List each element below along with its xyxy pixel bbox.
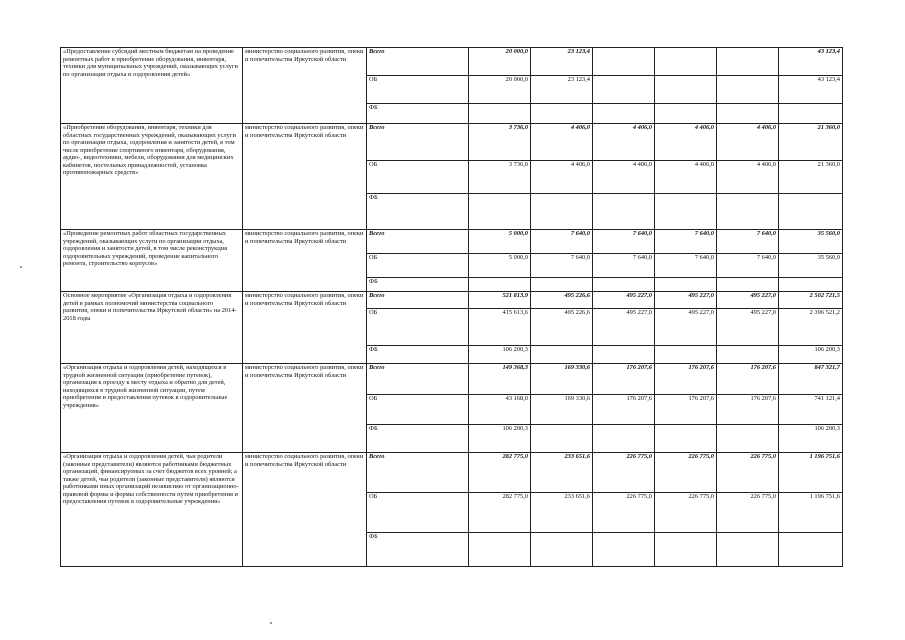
year-value-cell: 226 775,0 bbox=[717, 453, 779, 493]
year-value-cell bbox=[717, 346, 779, 364]
year-value-cell: 495 227,0 bbox=[717, 292, 779, 309]
total-value-cell bbox=[779, 194, 843, 230]
year-value-cell: 226 775,0 bbox=[593, 453, 655, 493]
year-value-cell: 3 736,0 bbox=[469, 161, 531, 194]
year-value-cell bbox=[717, 533, 779, 567]
year-value-cell bbox=[593, 194, 655, 230]
total-value-cell: 741 121,4 bbox=[779, 395, 843, 425]
year-value-cell: 521 813,9 bbox=[469, 292, 531, 309]
total-value-cell: 21 360,0 bbox=[779, 124, 843, 161]
budget-table bbox=[60, 47, 843, 567]
year-value-cell: 7 640,0 bbox=[717, 230, 779, 254]
total-value-cell: 1 196 751,6 bbox=[779, 493, 843, 533]
activity-name: «Организация отдыха и оздоровления детей, находящихся в трудной жизненной ситуации (приобретение путевок), организация к проезду к месту отдыха и обратно для детей, находящихся в трудной жизненной ситуации, путем приобретения и предоставления путевок в оздоровительные учреждения» bbox=[61, 364, 243, 453]
year-value-cell bbox=[655, 104, 717, 124]
year-value-cell: 5 000,0 bbox=[469, 230, 531, 254]
year-value-cell: 7 640,0 bbox=[593, 230, 655, 254]
year-value-cell bbox=[593, 533, 655, 567]
funding-source: ОБ bbox=[367, 254, 469, 278]
table-body bbox=[61, 48, 843, 567]
year-value-cell bbox=[593, 76, 655, 104]
year-value-cell bbox=[655, 346, 717, 364]
scan-dot bbox=[270, 622, 272, 624]
executor-name: министерство социального развития, опеки и попечительства Иркутской области bbox=[243, 48, 367, 124]
year-value-cell: 233 651,6 bbox=[531, 453, 593, 493]
funding-source: ОБ bbox=[367, 161, 469, 194]
year-value-cell: 4 406,0 bbox=[593, 124, 655, 161]
year-value-cell: 226 775,0 bbox=[717, 493, 779, 533]
activity-name: «Предоставление субсидий местным бюджетам на проведение ремонтных работ в приобретение оборудования, инвентаря, техники для муниципальных учреждений, оказывающих услуги по организации отдыха и оздоровления детей» bbox=[61, 48, 243, 124]
year-value-cell bbox=[717, 76, 779, 104]
year-value-cell bbox=[531, 533, 593, 567]
year-value-cell: 495 227,0 bbox=[655, 309, 717, 346]
year-value-cell: 176 207,6 bbox=[717, 364, 779, 395]
year-value-cell bbox=[531, 278, 593, 292]
total-value-cell: 43 123,4 bbox=[779, 76, 843, 104]
year-value-cell bbox=[593, 346, 655, 364]
year-value-cell: 43 168,0 bbox=[469, 395, 531, 425]
year-value-cell: 4 406,0 bbox=[655, 124, 717, 161]
table-row bbox=[61, 453, 843, 493]
funding-source: Всего bbox=[367, 124, 469, 161]
year-value-cell: 149 368,3 bbox=[469, 364, 531, 395]
funding-source: Всего bbox=[367, 364, 469, 395]
year-value-cell bbox=[655, 278, 717, 292]
year-value-cell: 282 775,0 bbox=[469, 493, 531, 533]
total-value-cell: 21 360,0 bbox=[779, 161, 843, 194]
year-value-cell bbox=[593, 278, 655, 292]
year-value-cell: 176 207,6 bbox=[655, 364, 717, 395]
year-value-cell: 415 613,6 bbox=[469, 309, 531, 346]
year-value-cell bbox=[469, 278, 531, 292]
total-value-cell bbox=[779, 278, 843, 292]
year-value-cell: 169 330,6 bbox=[531, 395, 593, 425]
year-value-cell: 7 640,0 bbox=[717, 254, 779, 278]
year-value-cell bbox=[717, 194, 779, 230]
executor-name: министерство социального развития, опеки и попечительства Иркутской области bbox=[243, 292, 367, 364]
year-value-cell bbox=[717, 48, 779, 76]
year-value-cell bbox=[531, 346, 593, 364]
year-value-cell: 7 640,0 bbox=[593, 254, 655, 278]
year-value-cell bbox=[531, 104, 593, 124]
year-value-cell: 495 227,0 bbox=[717, 309, 779, 346]
year-value-cell bbox=[655, 48, 717, 76]
year-value-cell: 495 227,0 bbox=[593, 309, 655, 346]
year-value-cell: 176 207,6 bbox=[717, 395, 779, 425]
funding-source: ФБ bbox=[367, 346, 469, 364]
executor-name: министерство социального развития, опеки и попечительства Иркутской области bbox=[243, 453, 367, 567]
activity-name: Основное мероприятие «Организация отдыха и оздоровления детей в рамках полномочий министерства социального развития, опеки и попечительства Иркутской области» на 2014-2018 годы bbox=[61, 292, 243, 364]
executor-name: министерство социального развития, опеки и попечительства Иркутской области bbox=[243, 124, 367, 230]
year-value-cell: 106 200,3 bbox=[469, 346, 531, 364]
funding-source: Всего bbox=[367, 230, 469, 254]
year-value-cell bbox=[593, 425, 655, 453]
table-row bbox=[61, 48, 843, 76]
total-value-cell bbox=[779, 533, 843, 567]
total-value-cell bbox=[779, 104, 843, 124]
total-value-cell: 1 196 751,6 bbox=[779, 453, 843, 493]
year-value-cell: 3 736,0 bbox=[469, 124, 531, 161]
year-value-cell: 233 651,6 bbox=[531, 493, 593, 533]
total-value-cell: 35 560,0 bbox=[779, 230, 843, 254]
year-value-cell: 7 640,0 bbox=[531, 254, 593, 278]
funding-source: ФБ bbox=[367, 194, 469, 230]
year-value-cell: 5 000,0 bbox=[469, 254, 531, 278]
activity-name: «Организация отдыха и оздоровления детей, чьи родители (законные представители) являются работниками бюджетных организаций, финансируемых за счет бюджетов всех уровней; а также детей, чьи родители (законные представители) являются работниками иных организаций независимо от организационно-правовой формы и формы собственности путем приобретения и предоставления путевок в оздоровительные учреждения» bbox=[61, 453, 243, 567]
total-value-cell: 35 560,0 bbox=[779, 254, 843, 278]
year-value-cell: 176 207,6 bbox=[593, 364, 655, 395]
funding-source: ОБ bbox=[367, 395, 469, 425]
year-value-cell bbox=[655, 76, 717, 104]
year-value-cell bbox=[469, 533, 531, 567]
year-value-cell bbox=[717, 425, 779, 453]
year-value-cell bbox=[531, 194, 593, 230]
year-value-cell bbox=[717, 104, 779, 124]
year-value-cell: 495 227,0 bbox=[655, 292, 717, 309]
executor-name: министерство социального развития, опеки и попечительства Иркутской области bbox=[243, 230, 367, 292]
total-value-cell: 106 200,3 bbox=[779, 425, 843, 453]
year-value-cell: 20 000,0 bbox=[469, 76, 531, 104]
year-value-cell: 169 330,6 bbox=[531, 364, 593, 395]
year-value-cell: 495 227,0 bbox=[593, 292, 655, 309]
year-value-cell: 4 406,0 bbox=[531, 161, 593, 194]
year-value-cell: 7 640,0 bbox=[531, 230, 593, 254]
funding-source: ОБ bbox=[367, 493, 469, 533]
scan-dot bbox=[20, 266, 22, 268]
table-row bbox=[61, 230, 843, 254]
year-value-cell: 495 226,6 bbox=[531, 292, 593, 309]
total-value-cell: 2 396 521,2 bbox=[779, 309, 843, 346]
total-value-cell: 847 321,7 bbox=[779, 364, 843, 395]
year-value-cell: 226 775,0 bbox=[655, 493, 717, 533]
total-value-cell: 43 123,4 bbox=[779, 48, 843, 76]
funding-source: ФБ bbox=[367, 104, 469, 124]
year-value-cell: 226 775,0 bbox=[593, 493, 655, 533]
year-value-cell: 226 775,0 bbox=[655, 453, 717, 493]
total-value-cell: 106 200,3 bbox=[779, 346, 843, 364]
year-value-cell bbox=[655, 425, 717, 453]
year-value-cell: 23 123,4 bbox=[531, 76, 593, 104]
year-value-cell: 4 406,0 bbox=[593, 161, 655, 194]
funding-source: Всего bbox=[367, 48, 469, 76]
year-value-cell: 4 406,0 bbox=[717, 161, 779, 194]
year-value-cell: 176 207,6 bbox=[593, 395, 655, 425]
funding-source: ФБ bbox=[367, 278, 469, 292]
year-value-cell bbox=[469, 194, 531, 230]
funding-source: ФБ bbox=[367, 425, 469, 453]
table-row bbox=[61, 292, 843, 309]
year-value-cell bbox=[469, 104, 531, 124]
year-value-cell: 20 000,0 bbox=[469, 48, 531, 76]
year-value-cell bbox=[655, 194, 717, 230]
table-row bbox=[61, 124, 843, 161]
table-row bbox=[61, 364, 843, 395]
funding-source: ФБ bbox=[367, 533, 469, 567]
total-value-cell: 2 502 721,5 bbox=[779, 292, 843, 309]
year-value-cell bbox=[593, 104, 655, 124]
funding-source: ОБ bbox=[367, 309, 469, 346]
year-value-cell: 4 406,0 bbox=[717, 124, 779, 161]
year-value-cell: 4 406,0 bbox=[531, 124, 593, 161]
funding-source: ОБ bbox=[367, 76, 469, 104]
year-value-cell bbox=[531, 425, 593, 453]
year-value-cell: 23 123,4 bbox=[531, 48, 593, 76]
year-value-cell bbox=[655, 533, 717, 567]
funding-source: Всего bbox=[367, 453, 469, 493]
year-value-cell: 7 640,0 bbox=[655, 254, 717, 278]
executor-name: министерство социального развития, опеки и попечительства Иркутской области bbox=[243, 364, 367, 453]
funding-source: Всего bbox=[367, 292, 469, 309]
year-value-cell: 176 207,6 bbox=[655, 395, 717, 425]
year-value-cell: 282 775,0 bbox=[469, 453, 531, 493]
activity-name: «Проведение ремонтных работ областных государственных учреждений, оказывающих услуги по организации отдыха, оздоровления и занятости детей, в том числе реконструкция оздоровительных учреждений, проведение капитального ремонта, строительство корпусов» bbox=[61, 230, 243, 292]
year-value-cell: 4 406,0 bbox=[655, 161, 717, 194]
year-value-cell bbox=[593, 48, 655, 76]
year-value-cell: 495 226,6 bbox=[531, 309, 593, 346]
year-value-cell: 7 640,0 bbox=[655, 230, 717, 254]
activity-name: «Приобретение оборудования, инвентаря, техники для областных государственных учреждений, оказывающих услуги по организации отдыха, оздоровления и занятости детей, в том числе приобретение спортивного инвентаря, оборудования, аудио-, видеотехники, мебели, оборудования для медицинских кабинетов, постельных принадлежностей, установка противопожарных средств» bbox=[61, 124, 243, 230]
year-value-cell: 106 200,3 bbox=[469, 425, 531, 453]
year-value-cell bbox=[717, 278, 779, 292]
